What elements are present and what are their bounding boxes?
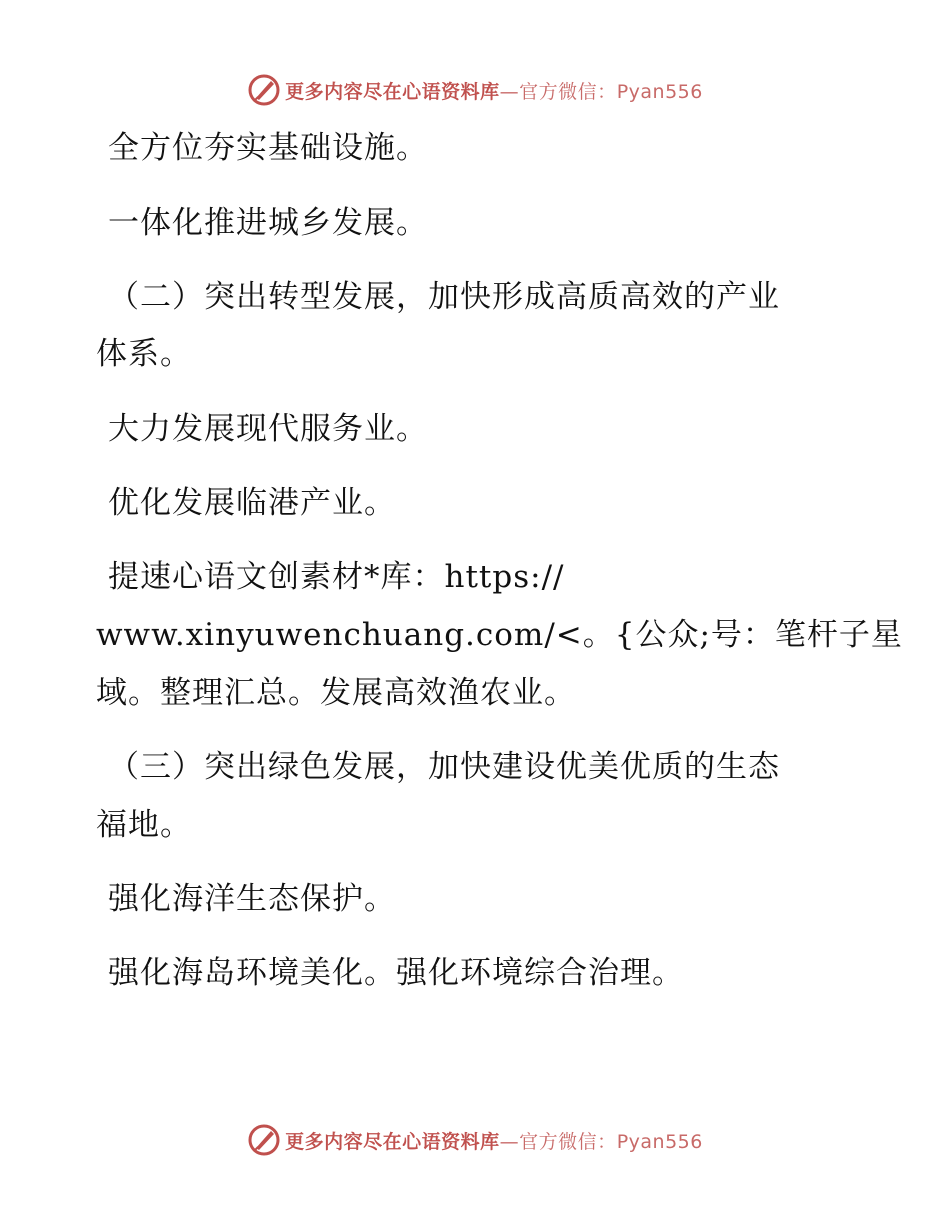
- body-line: 体系。: [96, 336, 192, 372]
- header-banner-main: 更多内容尽在心语资料库: [285, 80, 500, 103]
- footer-banner: [0, 1120, 950, 1160]
- quill-pen-logo-icon: [247, 1123, 281, 1157]
- header-banner-wechat-id: Pyan556: [616, 80, 703, 103]
- footer-banner-wechat-label: 官方微信：: [519, 1130, 617, 1153]
- body-line: www.xinyuwenchuang.com/<。{公众;号：笔杆子星: [96, 617, 903, 653]
- body-line: 强化海岛环境美化。强化环境综合治理。: [108, 955, 684, 991]
- header-banner: [0, 70, 950, 110]
- footer-banner-text: [285, 1127, 703, 1154]
- body-line: 强化海洋生态保护。: [108, 881, 396, 917]
- body-line: 优化发展临港产业。: [108, 485, 396, 521]
- body-line: （二）突出转型发展，加快形成高质高效的产业: [108, 279, 780, 315]
- body-line: （三）突出绿色发展，加快建设优美优质的生态: [108, 749, 780, 785]
- footer-banner-main: 更多内容尽在心语资料库: [285, 1130, 500, 1153]
- body-line: 福地。: [96, 807, 192, 843]
- quill-pen-logo-icon: [247, 73, 281, 107]
- header-banner-wechat-label: 官方微信：: [519, 80, 617, 103]
- footer-banner-sep: —: [499, 1130, 520, 1153]
- body-line: 域。整理汇总。发展高效渔农业。: [96, 675, 576, 711]
- body-line: 大力发展现代服务业。: [108, 411, 428, 447]
- body-line: 提速心语文创素材*库：https://: [108, 559, 565, 595]
- header-banner-sep: —: [499, 80, 520, 103]
- header-banner-text: [285, 77, 703, 104]
- body-line: 全方位夯实基础设施。: [108, 130, 428, 166]
- footer-banner-wechat-id: Pyan556: [616, 1130, 703, 1153]
- body-line: 一体化推进城乡发展。: [108, 205, 428, 241]
